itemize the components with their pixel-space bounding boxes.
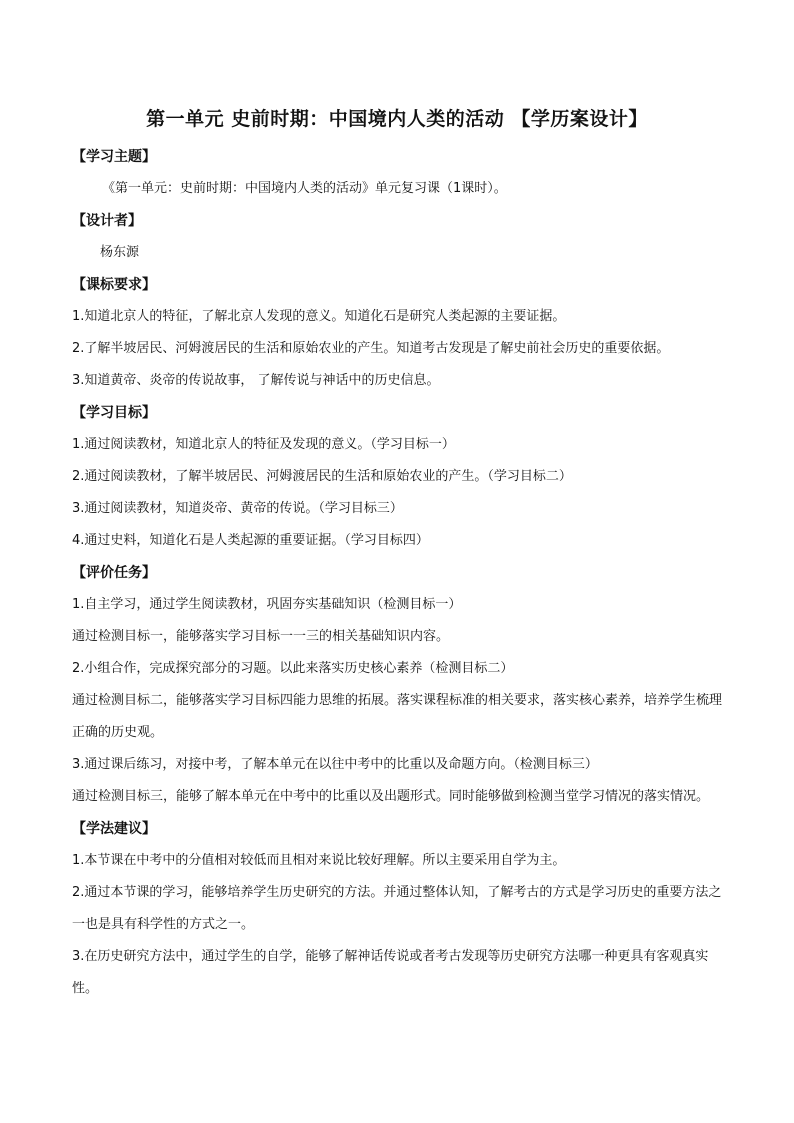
designer-heading: 【设计者】 — [72, 213, 142, 229]
document-body — [72, 141, 728, 1005]
evaluation-item: 3.通过课后练习，对接中考，了解本单元在以往中考中的比重以及命题方向。（检测目标三） — [72, 757, 598, 772]
objective-item: 3.通过阅读教材，知道炎帝、黄帝的传说。（学习目标三） — [72, 501, 403, 516]
standards-item: 1.知道北京人的特征，了解北京人发现的意义。知道化石是研究人类起源的主要证据。 — [72, 309, 566, 324]
objective-item: 4.通过史料，知道化石是人类起源的重要证据。（学习目标四） — [72, 533, 429, 548]
designer-name: 杨东源 — [100, 245, 140, 260]
evaluation-item: 通过检测目标二，能够落实学习目标四能力思维的拓展。落实课程标准的相关要求，落实核心素养，培养学生梳理正确的历史观。 — [72, 693, 723, 740]
evaluation-item: 2.小组合作，完成探究部分的习题。以此来落实历史核心素养（检测目标二） — [72, 661, 514, 676]
objective-item: 1.通过阅读教材，知道北京人的特征及发现的意义。（学习目标一） — [72, 437, 455, 452]
evaluation-item: 通过检测目标三，能够了解本单元在中考中的比重以及出题形式。同时能够做到检测当堂学习情况的落实情况。 — [72, 789, 710, 804]
standards-heading: 【课标要求】 — [72, 277, 156, 293]
method-item: 3.在历史研究方法中，通过学生的自学，能够了解神话传说或者考古发现等历史研究方法哪一种更具有客观真实性。 — [72, 949, 709, 996]
standards-item: 2.了解半坡居民、河姆渡居民的生活和原始农业的产生。知道考古发现是了解史前社会历史的重要依据。 — [72, 341, 670, 356]
evaluation-item: 1.自主学习，通过学生阅读教材，巩固夯实基础知识（检测目标一） — [72, 597, 462, 612]
evaluation-heading: 【评价任务】 — [72, 565, 156, 581]
topic-text: 《第一单元：史前时期：中国境内人类的活动》单元复习课（1课时）。 — [102, 181, 507, 196]
objectives-heading: 【学习目标】 — [72, 405, 156, 421]
method-item: 2.通过本节课的学习，能够培养学生历史研究的方法。并通过整体认知，了解考古的方式是学习历史的重要方法之一也是具有科学性的方式之一。 — [72, 885, 722, 932]
method-item: 1.本节课在中考中的分值相对较低而且相对来说比较好理解。所以主要采用自学为主。 — [72, 853, 566, 868]
methods-heading: 【学法建议】 — [72, 821, 156, 837]
document-title: 第一单元 史前时期：中国境内人类的活动 【学历案设计】 — [146, 108, 648, 130]
standards-item: 3.知道黄帝、炎帝的传说故事， 了解传说与神话中的历史信息。 — [72, 373, 440, 388]
evaluation-item: 通过检测目标一，能够落实学习目标一一三的相关基础知识内容。 — [72, 629, 450, 644]
objective-item: 2.通过阅读教材，了解半坡居民、河姆渡居民的生活和原始农业的产生。（学习目标二） — [72, 469, 572, 484]
topic-heading: 【学习主题】 — [72, 149, 156, 165]
